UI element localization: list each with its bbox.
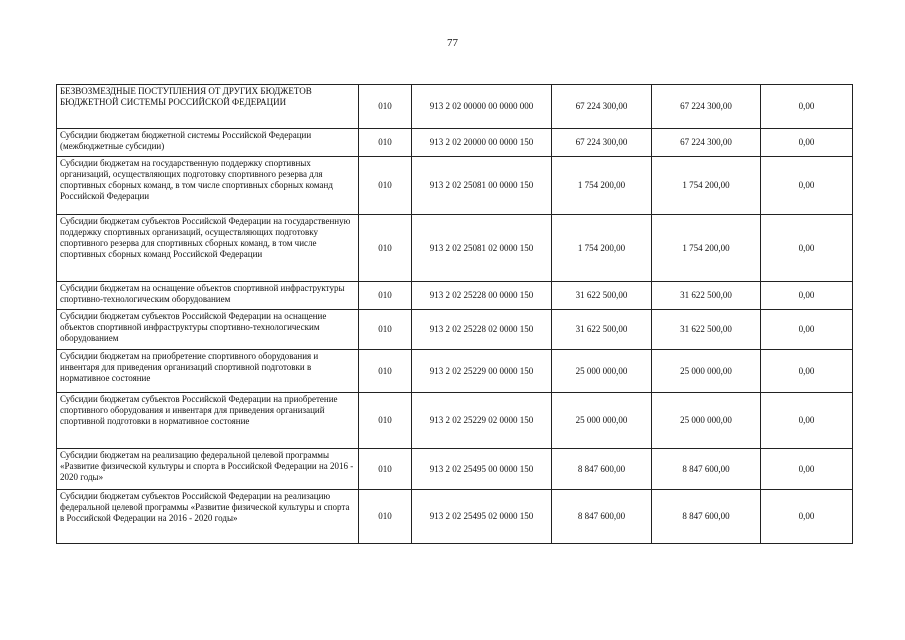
- budget-code-cell: 913 2 02 20000 00 0000 150: [412, 129, 552, 157]
- approved-amount-cell: 67 224 300,00: [552, 85, 652, 129]
- budget-code-cell: 913 2 02 25495 02 0000 150: [412, 490, 552, 544]
- table-row: [57, 157, 853, 215]
- executed-amount-cell: 31 622 500,00: [652, 310, 761, 350]
- row-name-cell: Субсидии бюджетам на оснащение объектов спортивной инфраструктуры спортивно-технологическим оборудованием: [57, 282, 359, 310]
- line-code-cell: 010: [359, 215, 412, 282]
- table-row: [57, 393, 853, 449]
- page-number: 77: [447, 37, 458, 49]
- approved-amount-cell: 31 622 500,00: [552, 282, 652, 310]
- budget-table: [56, 84, 853, 544]
- budget-code-cell: 913 2 02 25228 00 0000 150: [412, 282, 552, 310]
- budget-code-cell: 913 2 02 25229 02 0000 150: [412, 393, 552, 449]
- unexecuted-amount-cell: 0,00: [761, 282, 853, 310]
- approved-amount-cell: 8 847 600,00: [552, 449, 652, 490]
- table-row: [57, 490, 853, 544]
- approved-amount-cell: 67 224 300,00: [552, 129, 652, 157]
- row-name-cell: Субсидии бюджетам субъектов Российской Федерации на государственную поддержку спортивных организаций, осуществляющих подготовку спортивного резерва для спортивных сборных команд, в том числе спортивных сборных команд Российской Федерации: [57, 215, 359, 282]
- table-row: [57, 215, 853, 282]
- line-code-cell: 010: [359, 449, 412, 490]
- approved-amount-cell: 25 000 000,00: [552, 350, 652, 393]
- row-name-cell: Субсидии бюджетам субъектов Российской Федерации на оснащение объектов спортивной инфраструктуры спортивно-технологическим оборудованием: [57, 310, 359, 350]
- line-code-cell: 010: [359, 310, 412, 350]
- approved-amount-cell: 1 754 200,00: [552, 215, 652, 282]
- budget-code-cell: 913 2 02 25081 02 0000 150: [412, 215, 552, 282]
- executed-amount-cell: 67 224 300,00: [652, 85, 761, 129]
- budget-code-cell: 913 2 02 25495 00 0000 150: [412, 449, 552, 490]
- unexecuted-amount-cell: 0,00: [761, 85, 853, 129]
- line-code-cell: 010: [359, 282, 412, 310]
- row-name-cell: Субсидии бюджетам на приобретение спортивного оборудования и инвентаря для приведения организаций спортивной подготовки в нормативное состояние: [57, 350, 359, 393]
- table-row: [57, 85, 853, 129]
- line-code-cell: 010: [359, 490, 412, 544]
- unexecuted-amount-cell: 0,00: [761, 393, 853, 449]
- row-name-cell: Субсидии бюджетам на реализацию федеральной целевой программы «Развитие физической культуры и спорта в Российской Федерации на 2016 - 2020 годы»: [57, 449, 359, 490]
- row-name-cell: Субсидии бюджетам субъектов Российской Федерации на реализацию федеральной целевой программы «Развитие физической культуры и спорта в Российской Федерации на 2016 - 2020 годы»: [57, 490, 359, 544]
- unexecuted-amount-cell: 0,00: [761, 310, 853, 350]
- executed-amount-cell: 31 622 500,00: [652, 282, 761, 310]
- table-row: [57, 449, 853, 490]
- table-row: [57, 350, 853, 393]
- row-name-cell: Субсидии бюджетам субъектов Российской Федерации на приобретение спортивного оборудования и инвентаря для приведения организаций спортивной подготовки в нормативное состояние: [57, 393, 359, 449]
- row-name-cell: Субсидии бюджетам бюджетной системы Российской Федерации (межбюджетные субсидии): [57, 129, 359, 157]
- approved-amount-cell: 1 754 200,00: [552, 157, 652, 215]
- table-row: [57, 310, 853, 350]
- executed-amount-cell: 67 224 300,00: [652, 129, 761, 157]
- line-code-cell: 010: [359, 85, 412, 129]
- budget-code-cell: 913 2 02 25081 00 0000 150: [412, 157, 552, 215]
- unexecuted-amount-cell: 0,00: [761, 350, 853, 393]
- executed-amount-cell: 25 000 000,00: [652, 350, 761, 393]
- executed-amount-cell: 8 847 600,00: [652, 490, 761, 544]
- unexecuted-amount-cell: 0,00: [761, 215, 853, 282]
- executed-amount-cell: 1 754 200,00: [652, 157, 761, 215]
- executed-amount-cell: 1 754 200,00: [652, 215, 761, 282]
- table-row: [57, 129, 853, 157]
- unexecuted-amount-cell: 0,00: [761, 449, 853, 490]
- unexecuted-amount-cell: 0,00: [761, 157, 853, 215]
- budget-code-cell: 913 2 02 25229 00 0000 150: [412, 350, 552, 393]
- row-name-cell: Субсидии бюджетам на государственную поддержку спортивных организаций, осуществляющих подготовку спортивного резерва для спортивных сборных команд, в том числе спортивных сборных команд Российской Федерации: [57, 157, 359, 215]
- executed-amount-cell: 8 847 600,00: [652, 449, 761, 490]
- line-code-cell: 010: [359, 129, 412, 157]
- budget-code-cell: 913 2 02 00000 00 0000 000: [412, 85, 552, 129]
- line-code-cell: 010: [359, 350, 412, 393]
- approved-amount-cell: 8 847 600,00: [552, 490, 652, 544]
- approved-amount-cell: 25 000 000,00: [552, 393, 652, 449]
- executed-amount-cell: 25 000 000,00: [652, 393, 761, 449]
- unexecuted-amount-cell: 0,00: [761, 129, 853, 157]
- line-code-cell: 010: [359, 157, 412, 215]
- budget-code-cell: 913 2 02 25228 02 0000 150: [412, 310, 552, 350]
- table-row: [57, 282, 853, 310]
- unexecuted-amount-cell: 0,00: [761, 490, 853, 544]
- line-code-cell: 010: [359, 393, 412, 449]
- row-name-cell: БЕЗВОЗМЕЗДНЫЕ ПОСТУПЛЕНИЯ ОТ ДРУГИХ БЮДЖЕТОВ БЮДЖЕТНОЙ СИСТЕМЫ РОССИЙСКОЙ ФЕДЕРАЦИИ: [57, 85, 359, 129]
- approved-amount-cell: 31 622 500,00: [552, 310, 652, 350]
